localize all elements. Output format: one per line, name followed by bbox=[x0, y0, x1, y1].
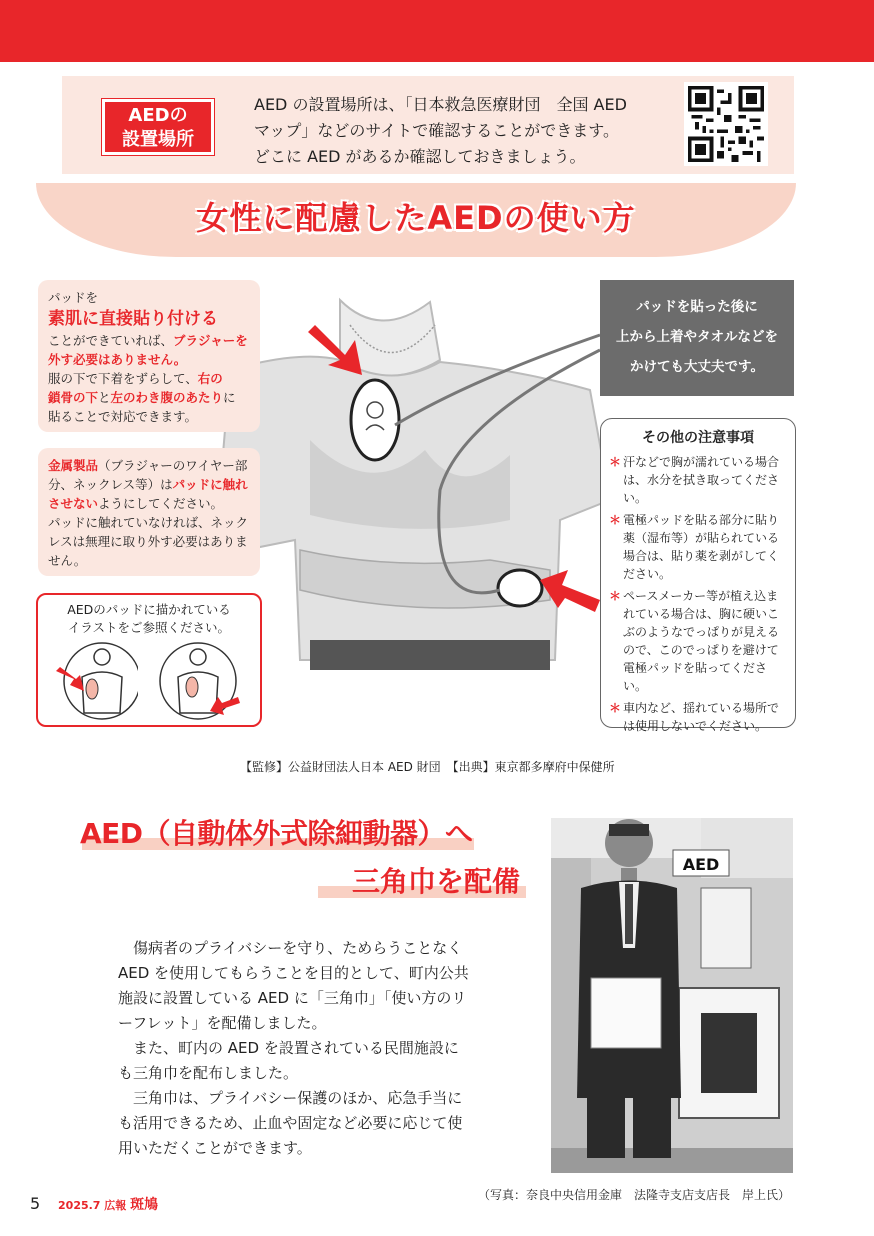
tip-emphasis: 外す必要はありません。 bbox=[48, 352, 187, 367]
note-item bbox=[609, 699, 787, 735]
article-paragraph: 傷病者のプライバシーを守り、ためらうことなく AED を使用してもらうことを目的として、町内公共施設に設置している AED に「三角巾」「使い方のリーフレット」を配備しました。 bbox=[118, 939, 469, 1032]
other-notes-box bbox=[600, 418, 796, 733]
note-text: 汗などで胸が濡れている場合は、水分を拭き取ってください。 bbox=[623, 455, 780, 505]
tip-text: イラストをご参照ください。 bbox=[67, 620, 231, 635]
note-text: 電極パッドを貼る部分に貼り薬（湿布等）が貼られている場合は、貼り薬を剥がしてください。 bbox=[623, 513, 780, 581]
tip-emphasis: パッドに触れ bbox=[172, 477, 248, 492]
tip-pad-illustration bbox=[36, 593, 262, 727]
article-body bbox=[118, 936, 470, 1161]
qr-code-icon[interactable] bbox=[684, 82, 768, 166]
article-title-text: 三角巾を配備 bbox=[352, 865, 521, 898]
pad-figure-left-icon bbox=[158, 641, 242, 721]
photo-caption: （写真：奈良中央信用金庫 法隆寺支店支店長 岸上氏） bbox=[478, 1188, 791, 1202]
banner-title: 女性に配慮したAEDの使い方 bbox=[196, 199, 636, 237]
tip-text: 貼ることで対応できます。 bbox=[48, 409, 198, 424]
article-paragraph: 三角巾は、プライバシー保護のほか、応急手当にも活用できるため、止血や固定など必要に応じて使用いただくことができます。 bbox=[118, 1089, 463, 1157]
page-number: 5 bbox=[30, 1194, 41, 1213]
note-item bbox=[609, 511, 787, 583]
asterisk-icon: ＊ bbox=[609, 701, 622, 715]
article-paragraph: また、町内の AED を設置されている民間施設にも三角巾を配布しました。 bbox=[118, 1039, 459, 1082]
source-credit: 【監修】公益財団法人日本 AED 財団 【出典】東京都多摩府中保健所 bbox=[240, 760, 615, 774]
badge-line: 設置場所 bbox=[122, 129, 194, 150]
aed-sign-text: AED bbox=[682, 855, 720, 874]
article-photo bbox=[551, 818, 793, 1173]
tip-heading: 素肌に直接貼り付ける bbox=[48, 309, 218, 329]
tip-text: パッドに触れていなければ、ネック bbox=[48, 515, 249, 530]
location-text bbox=[254, 92, 674, 170]
tip-text: ことができていれば、 bbox=[48, 333, 174, 348]
note-item bbox=[609, 587, 787, 695]
cover-ok-text: パッドを貼った後に bbox=[636, 299, 758, 315]
note-text: ペースメーカー等が植え込まれている場合は、胸に硬いこぶのようなでっぱりが見えるので、このでっぱりを避けて電極パッドを貼ってください。 bbox=[623, 589, 780, 693]
tip-emphasis: 金属製品 bbox=[48, 458, 99, 473]
page-footer bbox=[30, 1194, 158, 1214]
asterisk-icon: ＊ bbox=[609, 513, 622, 527]
cover-ok-box bbox=[600, 280, 794, 396]
tip-emphasis: 鎖骨の下 bbox=[48, 390, 99, 405]
article-title-line1 bbox=[80, 812, 473, 852]
tip-metal bbox=[38, 448, 260, 576]
tip-text: パッドを bbox=[48, 290, 99, 305]
tip-emphasis: 左のわき腹のあたり bbox=[110, 390, 224, 405]
magazine-name: 広報 bbox=[104, 1199, 127, 1212]
location-text-line: AED の設置場所は、「日本救急医療財団 全国 AED bbox=[254, 95, 627, 114]
asterisk-icon: ＊ bbox=[609, 455, 622, 469]
tip-text: 分、ネックレス等）は bbox=[48, 477, 173, 492]
top-color-band bbox=[0, 0, 874, 62]
note-item bbox=[609, 453, 787, 507]
tip-text: （ブラジャーのワイヤー部 bbox=[98, 458, 248, 473]
magazine-logo: 斑鳩 bbox=[130, 1197, 159, 1213]
tip-emphasis: ブラジャーを bbox=[173, 333, 248, 348]
tip-text: 服の下で下着をずらして、 bbox=[48, 371, 198, 386]
issue-date: 2025.7 bbox=[58, 1199, 101, 1212]
notes-title: その他の注意事項 bbox=[642, 430, 754, 446]
tip-text: に bbox=[223, 390, 236, 405]
tip-text: ようにしてください。 bbox=[98, 496, 224, 511]
article-title-line2 bbox=[352, 860, 520, 900]
asterisk-icon: ＊ bbox=[609, 589, 622, 603]
tip-emphasis: 右の bbox=[197, 371, 223, 386]
cover-ok-text: かけても大丈夫です。 bbox=[630, 359, 764, 375]
title-banner bbox=[36, 183, 796, 257]
tip-text: せん。 bbox=[48, 553, 87, 568]
cover-ok-text: 上から上着やタオルなどを bbox=[616, 329, 778, 345]
tip-text: と bbox=[98, 390, 111, 405]
location-text-line: マップ」などのサイトで確認することができます。 bbox=[254, 121, 619, 140]
badge-line: AEDの bbox=[128, 105, 188, 126]
tip-text: AEDのパッドに描かれている bbox=[67, 602, 231, 617]
photo-illustration bbox=[551, 818, 793, 1173]
tip-bare-skin bbox=[38, 280, 260, 432]
aed-location-box bbox=[62, 76, 794, 174]
pad-figure-right-icon bbox=[54, 641, 138, 721]
tip-emphasis: させない bbox=[48, 496, 99, 511]
location-badge bbox=[102, 99, 214, 155]
location-text-line: どこに AED があるか確認しておきましょう。 bbox=[254, 147, 586, 166]
tip-text: レスは無理に取り外す必要はありま bbox=[48, 534, 248, 549]
note-text: 車内など、揺れている場所では使用しないでください。 bbox=[623, 701, 780, 733]
article-title-text: AED（自動体外式除細動器）へ bbox=[80, 817, 473, 850]
